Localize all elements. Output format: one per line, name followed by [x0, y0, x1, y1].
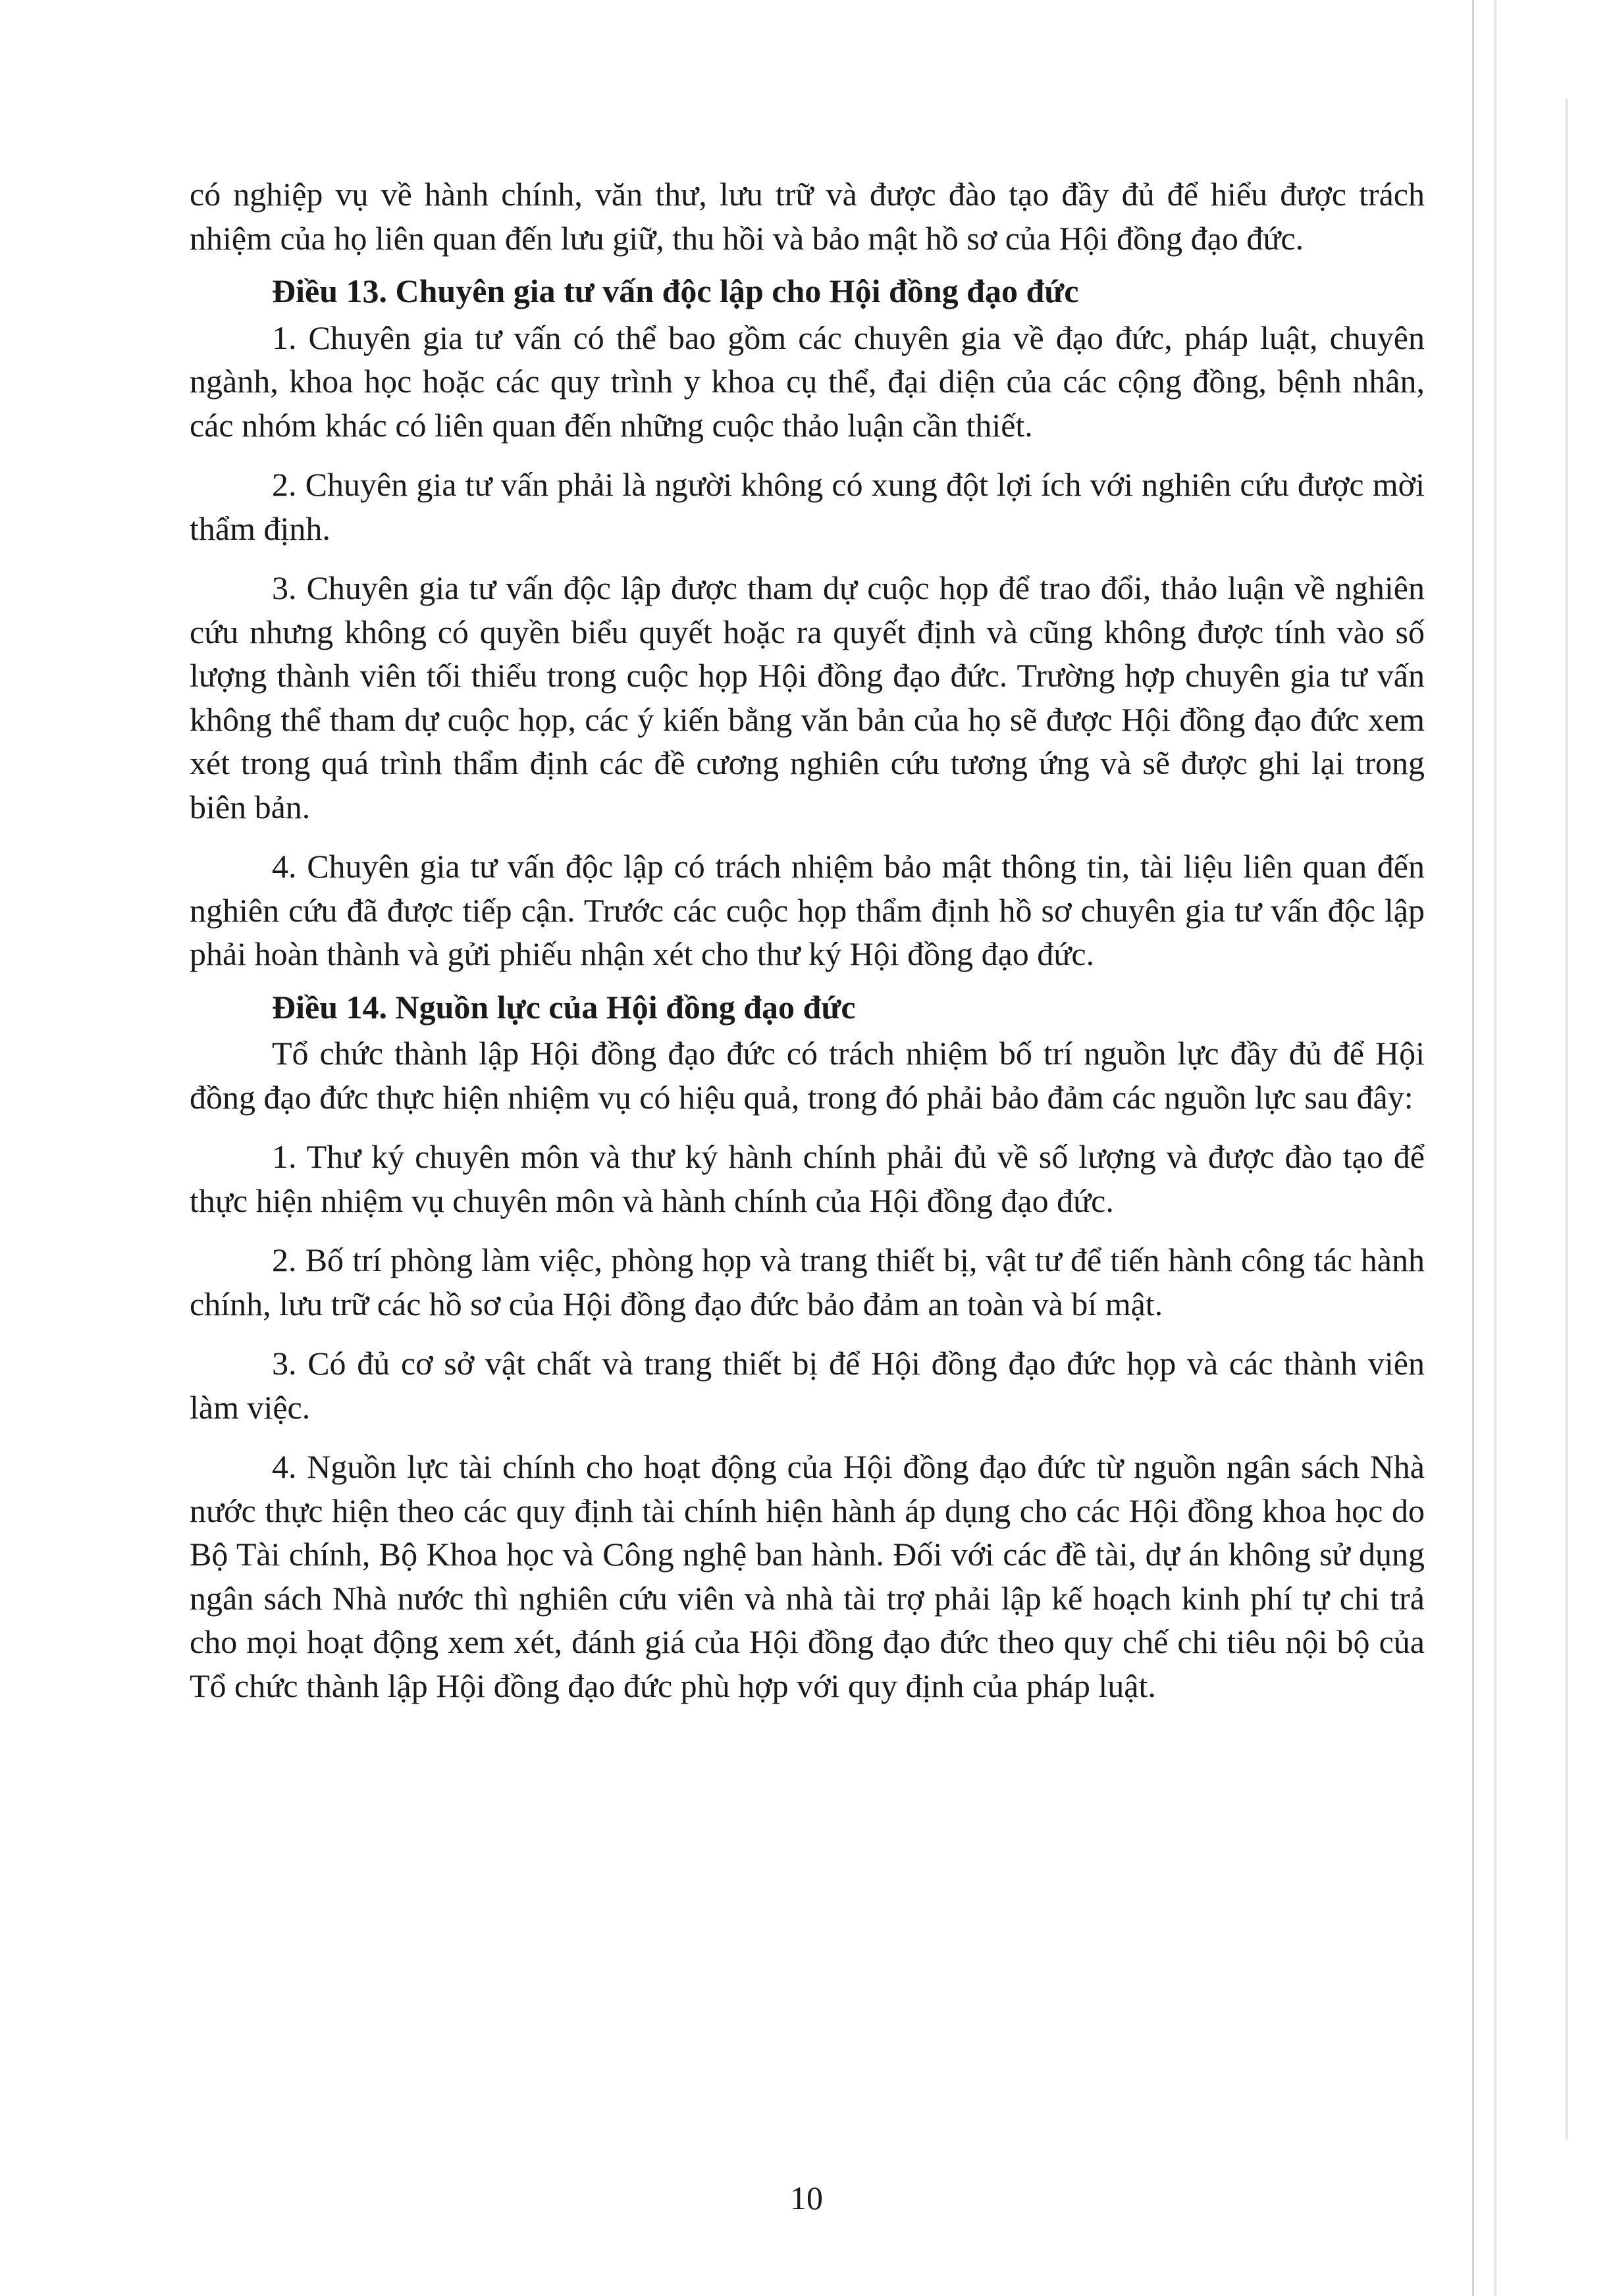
article-14-clause-3: 3. Có đủ cơ sở vật chất và trang thiết bị để Hội đồng đạo đức họp và các thành viên làm việc. — [190, 1345, 1425, 1426]
document-body — [190, 172, 1425, 1708]
article-13-clause-3: 3. Chuyên gia tư vấn độc lập được tham dự cuộc họp để trao đổi, thảo luận về nghiên cứu nhưng không có quyền biểu quyết hoặc ra quyết định và cũng không được tính vào số lượng thành viên tối thiểu trong cuộc họp Hội đồng đạo đức. Trường hợp chuyên gia tư vấn không thể tham dự cuộc họp, các ý kiến bằng văn bản của họ sẽ được Hội đồng đạo đức xem xét trong quá trình thẩm định các đề cương nghiên cứu tương ứng và sẽ được ghi lại trong biên bản. — [190, 569, 1425, 825]
article-13-clause-1: 1. Chuyên gia tư vấn có thể bao gồm các chuyên gia về đạo đức, pháp luật, chuyên ngành, khoa học hoặc các quy trình y khoa cụ thể, đại diện của các cộng đồng, bệnh nhân, các nhóm khác có liên quan đến những cuộc thảo luận cần thiết. — [190, 319, 1425, 444]
page-edge-line — [1566, 99, 1568, 2139]
article-14-intro: Tổ chức thành lập Hội đồng đạo đức có trách nhiệm bố trí nguồn lực đầy đủ để Hội đồng đạo đức thực hiện nhiệm vụ có hiệu quả, trong đó phải bảo đảm các nguồn lực sau đây: — [190, 1035, 1425, 1116]
article-14-heading: Điều 14. Nguồn lực của Hội đồng đạo đức — [272, 988, 856, 1026]
article-14-clause-4: 4. Nguồn lực tài chính cho hoạt động của Hội đồng đạo đức từ nguồn ngân sách Nhà nước thực hiện theo các quy định tài chính hiện hành áp dụng cho các Hội đồng khoa học do Bộ Tài chính, Bộ Khoa học và Công nghệ ban hành. Đối với các đề tài, dự án không sử dụng ngân sách Nhà nước thì nghiên cứu viên và nhà tài trợ phải lập kế hoạch kinh phí tự chi trả cho mọi hoạt động xem xét, đánh giá của Hội đồng đạo đức theo quy chế chi tiêu nội bộ của Tổ chức thành lập Hội đồng đạo đức phù hợp với quy định của pháp luật. — [190, 1448, 1425, 1704]
article-13-clause-2: 2. Chuyên gia tư vấn phải là người không có xung đột lợi ích với nghiên cứu được mời thẩm định. — [190, 466, 1425, 547]
article-13-heading: Điều 13. Chuyên gia tư vấn độc lập cho Hội đồng đạo đức — [272, 273, 1079, 309]
page-edge-line — [1494, 0, 1496, 2296]
page-edge-line — [1472, 0, 1474, 2296]
paragraph-continuation: có nghiệp vụ về hành chính, văn thư, lưu trữ và được đào tạo đầy đủ để hiểu được trách nhiệm của họ liên quan đến lưu giữ, thu hồi và bảo mật hồ sơ của Hội đồng đạo đức. — [190, 176, 1425, 257]
page-number: 10 — [790, 2179, 823, 2216]
article-14-clause-2: 2. Bố trí phòng làm việc, phòng họp và trang thiết bị, vật tư để tiến hành công tác hành chính, lưu trữ các hồ sơ của Hội đồng đạo đức bảo đảm an toàn và bí mật. — [190, 1241, 1425, 1322]
article-13-clause-4: 4. Chuyên gia tư vấn độc lập có trách nhiệm bảo mật thông tin, tài liệu liên quan đến nghiên cứu đã được tiếp cận. Trước các cuộc họp thẩm định hồ sơ chuyên gia tư vấn độc lập phải hoàn thành và gửi phiếu nhận xét cho thư ký Hội đồng đạo đức. — [190, 848, 1425, 972]
article-14-clause-1: 1. Thư ký chuyên môn và thư ký hành chính phải đủ về số lượng và được đào tạo để thực hiện nhiệm vụ chuyên môn và hành chính của Hội đồng đạo đức. — [190, 1138, 1425, 1219]
